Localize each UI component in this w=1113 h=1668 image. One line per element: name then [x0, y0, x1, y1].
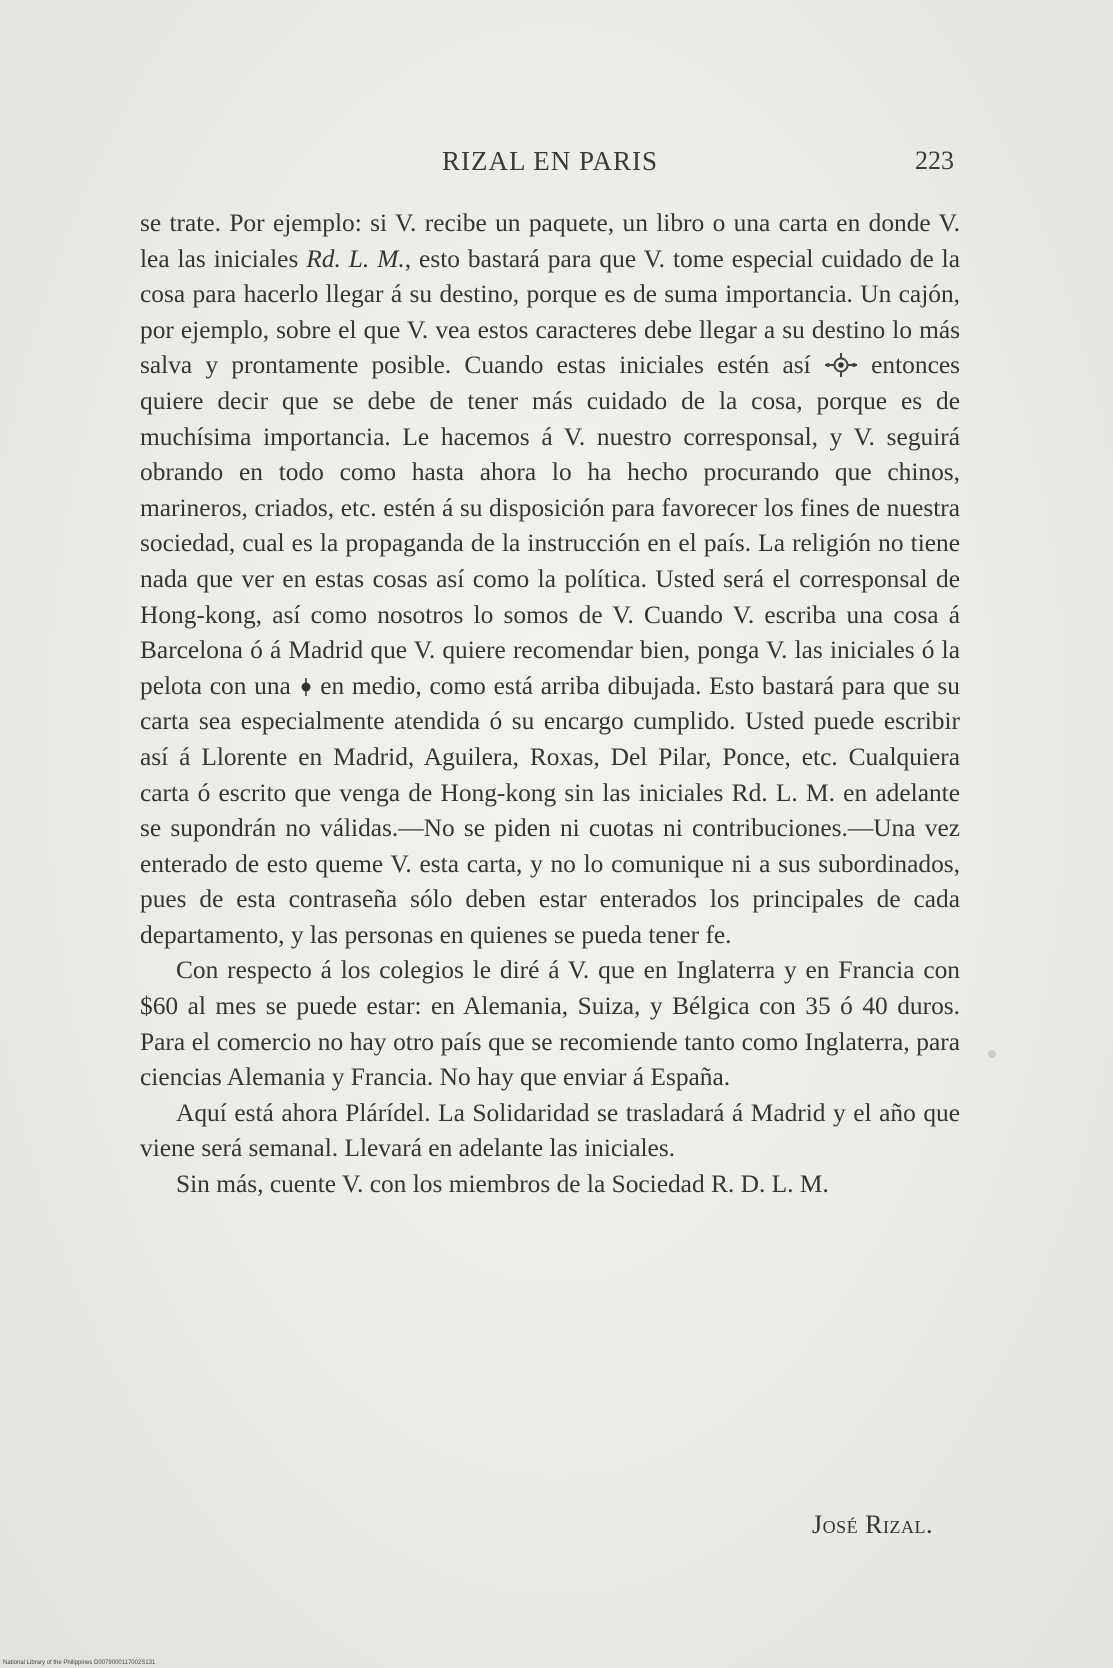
paragraph-1-text-a: se trate. Por ejemplo: si V. recibe un paquete, un libro o una carta en donde V. lea las iniciales	[140, 209, 960, 273]
paragraph-2: Con respecto á los colegios le diré á V. que en Inglaterra y en Francia con $60 al mes se puede estar: en Alemania, Suiza, y Bélgica con 35 ó 40 duros. Para el comercio no hay otro país que se recomiende tanto como Inglaterra, para ciencias Alemania y Francia. No hay que enviar á España.	[140, 956, 960, 1092]
page-smudge	[988, 1050, 996, 1058]
paragraph-1-text-d: en medio, como está arriba dibujada. Esto bastará para que su carta sea especialmente atendida ó su encargo cumplido. Usted puede escribir así á Llorente en Madrid, Aguilera, Roxas, Del Pilar, Ponce, etc. Cualquiera carta ó escrito que venga de Hong-kong sin las iniciales Rd. L. M. en adelante se supondrán no válidas.—No se piden ni cuotas ni contribuciones.—Una vez enterado de esto queme V. esta carta, y no lo comunique ni a sus subordinados, pues de esta contraseña sólo deben estar enterados los principales de cada departamento, y las personas en quienes se pueda tener fe.	[140, 671, 960, 949]
paragraph-1	[140, 206, 960, 953]
page-number: 223	[915, 146, 954, 175]
initials-rdlm: Rd. L. M.	[306, 244, 405, 273]
paragraph-1-text-c: entonces quiere decir que se debe de tener más cuidado de la cosa, porque es de muchísima importancia. Le hacemos á V. nuestro corresponsal, y V. seguirá obrando en todo como hasta ahora lo ha hecho procurando que chinos, marineros, criados, etc. estén á su disposición para favorecer los fines de nuestra sociedad, cual es la propaganda de la instrucción en el país. La religión no tiene nada que ver en estas cosas así como la política. Usted será el corresponsal de Hong-kong, así como nosotros lo somos de V. Cuando V. escriba una cosa á Barcelona ó á Madrid que V. quiere recomendar bien, ponga V. las iniciales ó la pelota con una	[140, 351, 960, 700]
paragraph-4: Sin más, cuente V. con los miembros de la Sociedad R. D. L. M.	[176, 1170, 829, 1199]
paragraph-1-text-b: , esto bastará para que V. tome especial cuidado de la cosa para hacerlo llegar á su destino, porque es de suma importancia. Un cajón, por ejemplo, sobre el que V. vea estos caracteres debe llegar a su destino lo más salva y prontamente posible. Cuando estas iniciales estén así	[140, 244, 961, 380]
paragraph-3: Aquí está ahora Plárídel. La Solidaridad se trasladará á Madrid y el año que viene será semanal. Llevará en adelante las iniciales.	[140, 1098, 960, 1163]
page-header	[140, 146, 960, 186]
running-head: RIZAL EN PARIS	[441, 146, 659, 176]
scan-credit: National Library of the Philippines D0079000117002S131	[3, 1660, 156, 1666]
body-text	[140, 206, 960, 1203]
cross-ball-emblem-icon	[824, 352, 858, 376]
signature: José Rizal.	[812, 1510, 933, 1539]
ball-emblem-icon	[299, 671, 313, 689]
